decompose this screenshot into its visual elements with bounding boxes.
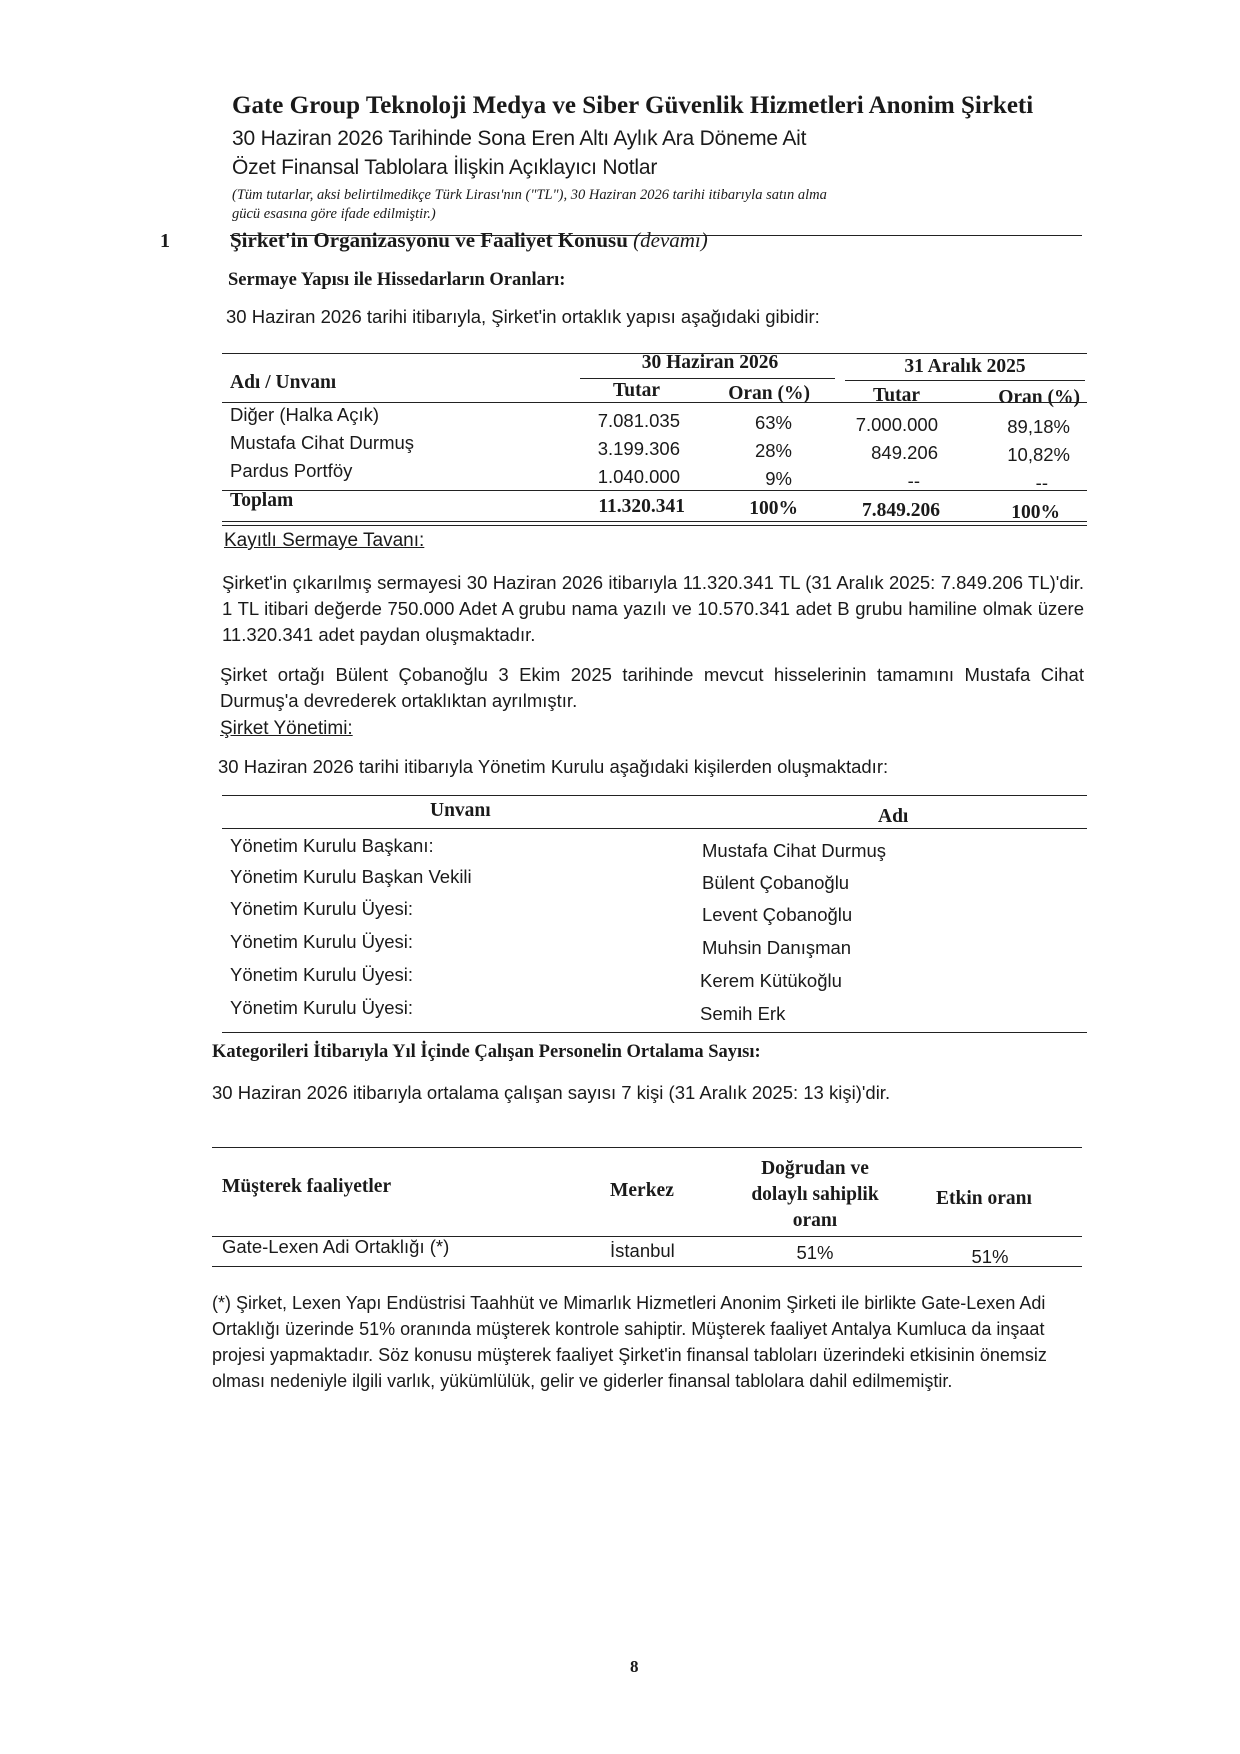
joint-activity-center: İstanbul [610,1240,675,1261]
board-title: Yönetim Kurulu Başkanı: [230,835,434,856]
joint-col-effective: Etkin oranı [936,1188,1032,1209]
section-title [230,228,708,253]
col-amount2-header: Tutar [873,385,920,406]
total-top-rule [222,490,1087,491]
capital-heading: Sermaye Yapısı ile Hissedarların Oranları: [228,270,566,290]
ratio-2025: -- [1035,472,1048,493]
shareholder-name: Pardus Portföy [230,460,353,481]
management-intro: 30 Haziran 2026 tarihi itibarıyla Yönetim Kurulu aşağıdaki kişilerden oluşmaktadır: [218,756,889,777]
joint-effective-ratio: 51% [971,1246,1009,1267]
ratio-2026: 63% [754,412,792,433]
amount-2025: 7.000.000 [855,414,938,435]
joint-col-activity: Müşterek faaliyetler [222,1176,392,1197]
joint-col-center: Merkez [610,1180,674,1201]
total-ratio-2026: 100% [749,498,798,519]
personnel-text: 30 Haziran 2026 itibarıyla ortalama çalışan sayısı 7 kişi (31 Aralık 2025: 13 kişi)'dir. [212,1082,891,1103]
col-ratio1-header: Oran (%) [728,383,810,404]
total-label: Toplam [230,490,294,511]
shareholder-name: Diğer (Halka Açık) [230,404,380,425]
board-member: Muhsin Danışman [702,937,852,958]
share-transfer-paragraph: Şirket ortağı Bülent Çobanoğlu 3 Ekim 2025 tarihinde mevcut hisselerinin tamamını Mustafa Cihat Durmuş'a devrederek ortaklıktan ayrılmıştır. [220,664,1084,711]
ratio-2025: 10,82% [1007,444,1070,465]
joint-footnote: (*) Şirket, Lexen Yapı Endüstrisi Taahhüt ve Mimarlık Hizmetleri Anonim Şirketi ile birlikte Gate-Lexen Adi Ortaklığı üzerinde 51% oranında müşterek kontrole sahiptir. Müşterek faaliyet Antalya Kumluca da inşaat projesi yapmaktadır. Söz konusu müşterek faaliyet Şirket'in finansal tabloları üzerindeki etkisinin önemsiz olması nedeniyle ilgili varlık, yükümlülük, gelir ve giderler finansal tablolara dahil edilmemiştir. [212,1293,1047,1391]
header-bottom-rule [222,402,1087,403]
period1-rule [580,378,835,379]
joint-direct-ratio: 51% [796,1242,834,1263]
col-ratio2-header: Oran (%) [998,387,1080,408]
board-title: Yönetim Kurulu Başkan Vekili [230,866,472,887]
board-col-title: Unvanı [430,800,491,821]
board-title: Yönetim Kurulu Üyesi: [230,964,414,985]
section-title-text: Şirket'in Organizasyonu ve Faaliyet Konusu [230,228,628,252]
capital-intro: 30 Haziran 2026 tarihi itibarıyla, Şirket'in ortaklık yapısı aşağıdaki gibidir: [226,306,820,327]
total-double-rule-1 [222,521,1087,522]
amount-2026: 3.199.306 [597,438,680,459]
col-name-header: Adı / Unvanı [230,372,337,393]
currency-note-line1: (Tüm tutarlar, aksi belirtilmedikçe Türk Lirası'nın ("TL"), 30 Haziran 2026 tarihi itibarıyla satın alma [232,187,827,203]
joint-col-direct-line2: dolaylı sahiplik [751,1184,879,1205]
section-title-continued: (devamı) [633,228,708,252]
report-title: Özet Finansal Tablolara İlişkin Açıklayıcı Notlar [232,156,658,179]
total-amount-2026: 11.320.341 [598,496,685,517]
board-title: Yönetim Kurulu Üyesi: [230,997,414,1018]
ratio-2026: 9% [765,468,792,489]
amount-2025: -- [907,470,920,491]
report-period: 30 Haziran 2026 Tarihinde Sona Eren Altı Aylık Ara Döneme Ait [232,127,807,150]
board-header-rule [222,828,1087,829]
registered-capital-heading: Kayıtlı Sermaye Tavanı: [224,530,425,551]
amount-2026: 7.081.035 [597,410,680,431]
board-member: Bülent Çobanoğlu [702,872,850,893]
section-number: 1 [160,230,170,252]
amount-2026: 1.040.000 [597,466,680,487]
board-title: Yönetim Kurulu Üyesi: [230,898,414,919]
currency-note-line2: gücü esasına göre ifade edilmiştir.) [232,206,436,222]
col-amount1-header: Tutar [613,380,660,401]
page-number: 8 [630,1657,639,1676]
joint-col-direct-line3: oranı [792,1210,838,1231]
company-name: Gate Group Teknoloji Medya ve Siber Güvenlik Hizmetleri Anonim Şirketi [232,92,1034,119]
total-ratio-2025: 100% [1011,502,1060,523]
board-member: Mustafa Cihat Durmuş [702,840,887,861]
total-double-rule-2 [222,525,1087,526]
total-amount-2025: 7.849.206 [862,500,940,521]
joint-activity-name: Gate-Lexen Adi Ortaklığı (*) [222,1236,450,1257]
board-member: Kerem Kütükoğlu [700,970,842,991]
amount-2025: 849.206 [871,442,938,463]
period1-header: 30 Haziran 2026 [641,352,779,373]
registered-capital-paragraph: Şirket'in çıkarılmış sermayesi 30 Haziran 2026 itibarıyla 11.320.341 TL (31 Aralık 2025: 7.849.206 TL)'dir. 1 TL itibari değerde 750.000 Adet A grubu nama yazılı ve 10.570.341 adet B grubu hamiline olmak üzere 11.320.341 adet paydan oluşmaktadır. [222,572,1084,645]
joint-bottom-rule [212,1266,1082,1267]
shareholder-name: Mustafa Cihat Durmuş [230,432,415,453]
board-col-name: Adı [878,806,909,827]
board-member: Levent Çobanoğlu [702,904,853,925]
ratio-2026: 28% [754,440,792,461]
board-member: Semih Erk [700,1003,786,1024]
board-bottom-rule [222,1032,1087,1033]
board-top-rule [222,795,1087,796]
management-heading: Şirket Yönetimi: [220,718,353,739]
personnel-heading: Kategorileri İtibarıyla Yıl İçinde Çalışan Personelin Ortalama Sayısı: [212,1042,761,1062]
period2-rule [845,380,1085,381]
period2-header: 31 Aralık 2025 [904,356,1026,377]
joint-col-direct-line1: Doğrudan ve [761,1158,869,1179]
joint-top-rule [212,1147,1082,1148]
board-title: Yönetim Kurulu Üyesi: [230,931,414,952]
ratio-2025: 89,18% [1007,416,1070,437]
